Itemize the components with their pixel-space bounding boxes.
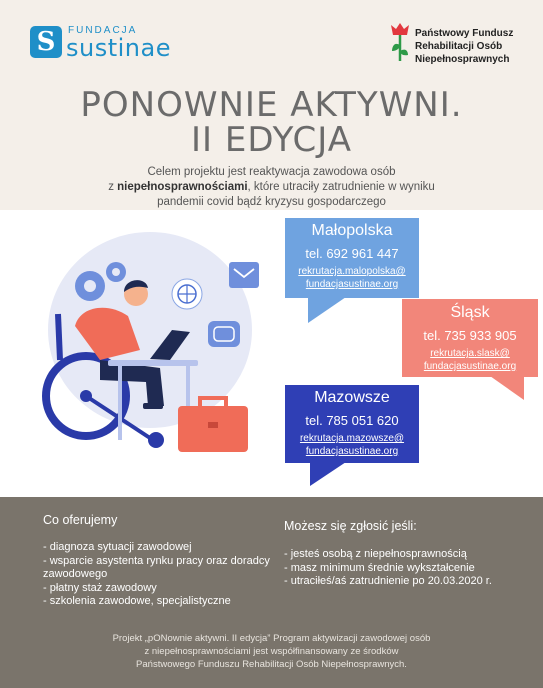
phone-number[interactable]: tel. 735 933 905 [423, 328, 517, 343]
contact-box-mazowsze [285, 385, 419, 463]
email-line-2[interactable]: fundacjasustinae.org [423, 361, 517, 372]
gear-icon [75, 271, 105, 301]
pfron-flower-icon [389, 21, 411, 63]
logo-name: sustinae [66, 34, 171, 62]
region-name: Mazowsze [314, 389, 390, 406]
offer-list [43, 541, 273, 609]
region-name: Małopolska [311, 222, 393, 239]
email-link[interactable] [285, 432, 419, 458]
envelope-icon [229, 262, 259, 288]
pfron-line-1: Państwowy Fundusz [415, 28, 514, 39]
intro-line-2 [0, 180, 543, 195]
eligibility-heading: Możesz się zgłosić jeśli: [284, 519, 417, 533]
email-link[interactable] [285, 265, 419, 291]
email-line-2[interactable]: fundacjasustinae.org [305, 446, 399, 457]
contact-box-slask [402, 299, 538, 377]
intro-text [0, 165, 543, 210]
gear-small-icon [106, 262, 126, 282]
sustinae-logo-icon: S [30, 26, 62, 58]
list-item: - diagnoza sytuacji zawodowej [43, 541, 192, 553]
contact-box-malopolska [285, 218, 419, 298]
email-line-1[interactable]: rekrutacja.malopolska@ [298, 266, 406, 277]
illustration [0, 210, 280, 497]
intro-bold: niepełnosprawnościami [117, 181, 248, 193]
intro-line-1: Celem projektu jest reaktywacja zawodowa osób [147, 166, 396, 178]
phone-number[interactable]: tel. 785 051 620 [305, 413, 399, 428]
list-item: - wsparcie asystenta rynku pracy oraz doradcy zawodowego [43, 554, 270, 580]
briefcase-icon [178, 398, 248, 452]
intro-line-2-suffix: , które utraciły zatrudnienie w wyniku [247, 181, 435, 193]
eligibility-list [284, 548, 504, 589]
header-section [0, 0, 543, 210]
phone-number[interactable]: tel. 692 961 447 [305, 246, 399, 261]
page-title-line-1: PONOWNIE AKTYWNI. [80, 85, 463, 125]
list-item: - szkolenia zawodowe, specjalistyczne [43, 595, 231, 607]
email-line-1[interactable]: rekrutacja.mazowsze@ [299, 433, 405, 444]
list-item: - utraciłeś/aś zatrudnienie po 20.03.2020 r. [284, 575, 492, 587]
footer-line-1: Projekt „pONownie aktywni. II edycja” Program aktywizacji zawodowej osób [112, 633, 431, 644]
offer-heading: Co oferujemy [43, 513, 118, 527]
pfron-line-3: Niepełnosprawnych [415, 54, 510, 65]
pfron-line-2: Rehabilitacji Osób [415, 41, 503, 52]
page-title-line-2: II EDYCJA [190, 120, 352, 160]
logo-small-text: FUNDACJA [68, 25, 138, 36]
footer-line-3: Państwowego Funduszu Rehabilitacji Osób Niepełnosprawnych. [136, 659, 407, 670]
chat-bubble-icon [208, 321, 240, 347]
speech-tail [310, 462, 346, 486]
email-line-1[interactable]: rekrutacja.slask@ [430, 348, 510, 359]
email-link[interactable] [402, 347, 538, 373]
intro-line-2-prefix: z [108, 181, 118, 193]
footer-line-2: z niepełnosprawnościami jest współfinansowany ze środków [144, 646, 399, 657]
globe-icon [172, 279, 202, 309]
intro-line-3: pandemii covid bądź kryzysu gospodarczego [157, 196, 386, 208]
region-name: Śląsk [450, 304, 490, 321]
speech-tail [490, 376, 524, 400]
info-section [0, 497, 543, 688]
list-item: - masz minimum średnie wykształcenie [284, 561, 475, 574]
funding-note [0, 632, 543, 671]
pfron-name [415, 27, 513, 66]
speech-tail [308, 297, 346, 323]
list-item: - jesteś osobą z niepełnosprawnością [284, 548, 467, 560]
email-line-2[interactable]: fundacjasustinae.org [305, 279, 399, 290]
list-item: - płatny staż zawodowy [43, 581, 157, 594]
